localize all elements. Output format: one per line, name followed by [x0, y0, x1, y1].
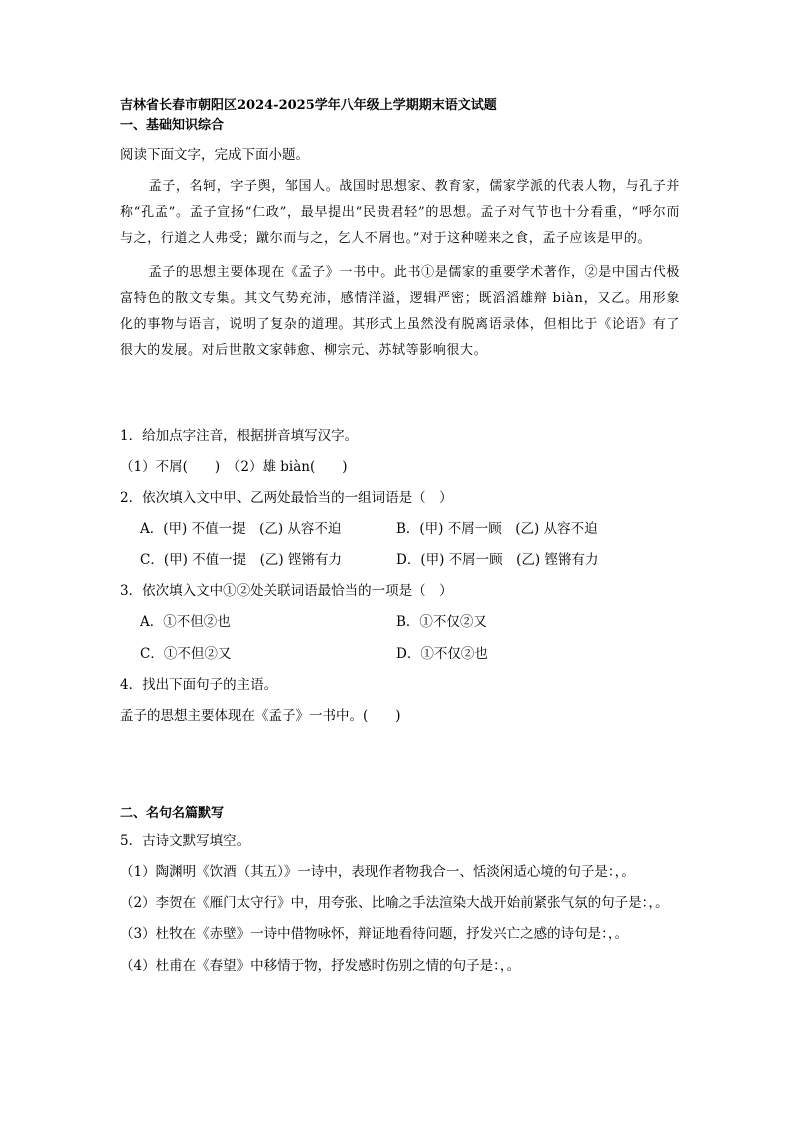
reading-passage [120, 174, 680, 364]
question-3-option-c: C．①不但②又 [140, 646, 232, 662]
question-3-option-a: A．①不但②也 [140, 614, 231, 630]
section-heading-recitation: 二、名句名篇默写 [120, 806, 225, 821]
question-2-option-c: C．(甲) 不值一提 (乙) 铿锵有力 [140, 552, 342, 568]
question-4-sentence: 孟子的思想主要体现在《孟子》一书中。( ) [120, 708, 401, 724]
question-3-stem: 3．依次填入文中①②处关联词语最恰当的一项是（ ） [120, 583, 453, 599]
question-5-item-3: （3）杜牧在《赤壁》一诗中借物咏怀，辩证地看待问题，抒发兴亡之感的诗句是：，。 [120, 926, 629, 942]
section-heading-basic-knowledge: 一、基础知识综合 [120, 118, 225, 133]
question-3-option-d: D．①不仅②也 [396, 646, 488, 662]
reading-instruction: 阅读下面文字，完成下面小题。 [120, 147, 309, 163]
question-3-option-b: B．①不仅②又 [396, 614, 487, 630]
question-5-stem: 5．古诗文默写填空。 [120, 833, 251, 849]
question-4-stem: 4．找出下面句子的主语。 [120, 677, 278, 693]
question-5-item-4: （4）杜甫在《春望》中移情于物，抒发感时伤别之情的句子是：，。 [120, 958, 521, 974]
question-5-item-2: （2）李贺在《雁门太守行》中，用夸张、比喻之手法渲染大战开始前紧张气氛的句子是：，。 [120, 895, 669, 911]
question-1-stem: 1．给加点字注音，根据拼音填写汉字。 [120, 428, 359, 444]
passage-paragraph-1: 孟子，名轲，字子舆，邹国人。战国时思想家、教育家，儒家学派的代表人物，与孔子并称“孔孟”。孟子宣扬“仁政”，最早提出“民贵君轻”的思想。孟子对气节也十分看重，“呼尔而与之，行道之人弗受；蹴尔而与之，乞人不屑也。”对于这种嗟来之食，孟子应该是甲的。 [120, 179, 680, 246]
question-2-option-d: D．(甲) 不屑一顾 (乙) 铿锵有力 [396, 552, 599, 568]
question-1-subitems: （1）不屑( ) （2）雄 biàn( ) [120, 459, 348, 475]
question-2-option-b: B．(甲) 不屑一顾 (乙) 从容不迫 [396, 521, 598, 537]
exam-title: 吉林省长春市朝阳区2024-2025学年八年级上学期期末语文试题 [120, 98, 497, 113]
question-5-item-1: （1）陶渊明《饮酒（其五）》一诗中，表现作者物我合一、恬淡闲适心境的句子是：，。 [120, 864, 635, 880]
question-2-stem: 2．依次填入文中甲、乙两处最恰当的一组词语是（ ） [120, 490, 453, 506]
question-2-option-a: A．(甲) 不值一提 (乙) 从容不迫 [140, 521, 342, 537]
passage-paragraph-2: 孟子的思想主要体现在《孟子》一书中。此书①是儒家的重要学术著作，②是中国古代极富特色的散文专集。其文气势充沛，感情洋溢，逻辑严密；既滔滔雄辩 biàn，又乙。用形象化的事物与语言，说明了复杂的道理。其形式上虽然没有脱离语录体，但相比于《论语》有了很大的发展。对后世散文家韩愈、柳宗元、苏轼等影响很大。 [120, 265, 680, 358]
